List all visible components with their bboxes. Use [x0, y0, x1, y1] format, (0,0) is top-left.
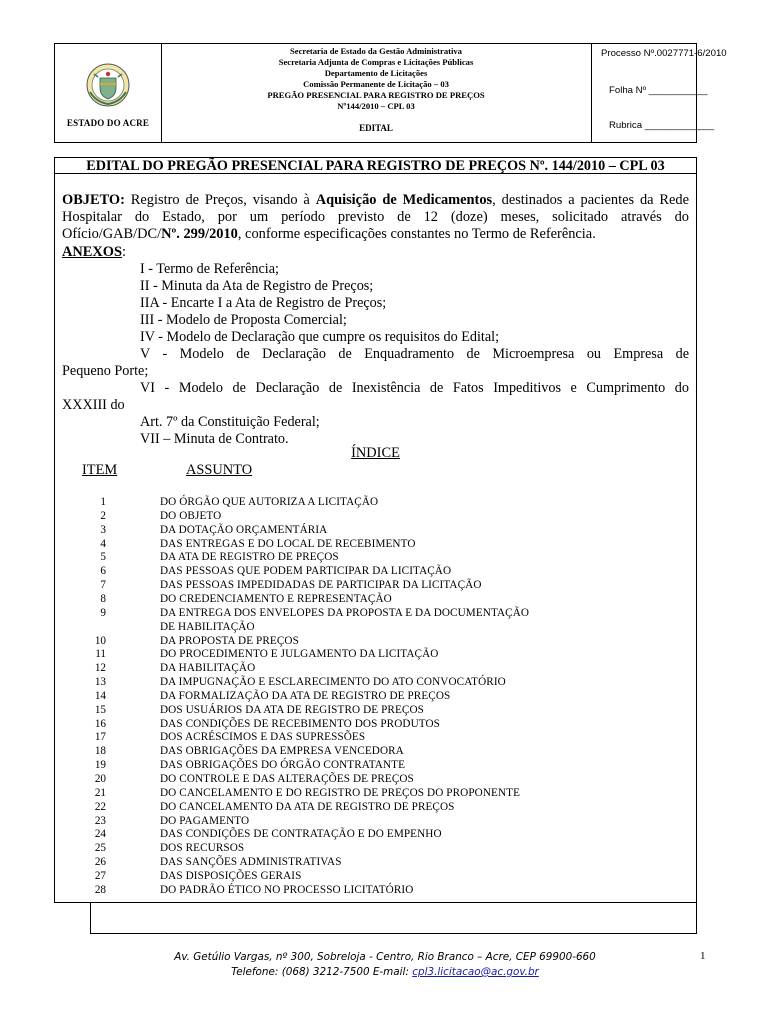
indice-item-subject: DAS DISPOSIÇÕES GERAIS: [160, 869, 302, 882]
indice-item-subject: DA HABILITAÇÃO: [160, 662, 256, 675]
indice-col-assunto: ASSUNTO: [186, 462, 253, 478]
indice-item-number: 18: [94, 745, 106, 758]
indice-item-subject: DAS OBRIGAÇÕES DA EMPRESA VENCEDORA: [160, 745, 404, 758]
indice-item-number: 19: [94, 759, 106, 772]
objeto-paragraph: [62, 192, 689, 244]
header-line: Secretaria Adjunta de Compras e Licitações Públicas: [278, 57, 474, 67]
indice-item-number: 7: [100, 579, 106, 592]
indice-item-subject: DAS PESSOAS IMPEDIDADAS DE PARTICIPAR DA LICITAÇÃO: [160, 579, 482, 592]
indice-item-number: 1: [100, 496, 106, 508]
footer-email-link[interactable]: cpl3.licitacao@ac.gov.br: [412, 966, 539, 978]
footer-contact: [0, 965, 770, 980]
header-logo-cell: [55, 44, 162, 142]
indice-item-number: 17: [94, 731, 106, 744]
anexo-item: III - Modelo de Proposta Comercial;: [140, 312, 347, 328]
anexos-colon: :: [121, 244, 126, 260]
rubrica-field: Rubrica _____________: [609, 120, 715, 131]
header-line: Secretaria de Estado da Gestão Administrativa: [290, 46, 462, 56]
indice-item-number: 26: [94, 856, 106, 869]
indice-item-number: 12: [94, 662, 106, 675]
indice-item-subject: DO OBJETO: [160, 509, 222, 522]
anexos-heading: [62, 244, 126, 261]
anexo-item: IIA - Encarte I a Ata de Registro de Preços;: [140, 295, 387, 311]
header-edital-label: EDITAL: [359, 123, 393, 133]
indice-item-subject: DOS ACRÉSCIMOS E DAS SUPRESSÕES: [160, 731, 366, 744]
indice-item-subject: DA ENTREGA DOS ENVELOPES DA PROPOSTA E DA DOCUMENTAÇÃO: [160, 606, 530, 619]
indice-item-number: 27: [94, 869, 106, 882]
document-header: [54, 43, 727, 143]
indice-item-number: 21: [94, 786, 106, 799]
indice-item-number: 8: [100, 592, 106, 605]
indice-item-number: 22: [94, 800, 106, 813]
indice-item-number: 9: [100, 606, 106, 619]
header-line: Departamento de Licitações: [324, 68, 428, 78]
anexo-item: VI - Modelo de Declaração de Inexistência de Fatos Impeditivos e Cumprimento do: [140, 380, 689, 396]
header-agency-block: [161, 44, 592, 142]
anexos-label: ANEXOS: [62, 244, 122, 260]
indice-item-subject: DOS USUÁRIOS DA ATA DE REGISTRO DE PREÇOS: [160, 703, 424, 716]
anexo-item: II - Minuta da Ata de Registro de Preços;: [140, 278, 374, 294]
footer-address: Av. Getúlio Vargas, nº 300, Sobreloja - Centro, Rio Branco – Acre, CEP 69900-660: [174, 951, 596, 963]
indice-item-subject: DE HABILITAÇÃO: [160, 620, 255, 633]
anexo-item: V - Modelo de Declaração de Enquadramento de Microempresa ou Empresa de: [140, 346, 689, 362]
indice-item-number: 6: [100, 565, 106, 578]
indice-item-subject: DA IMPUGNAÇÃO E ESCLARECIMENTO DO ATO CONVOCATÓRIO: [160, 676, 506, 689]
anexo-item-continuation: Pequeno Porte;: [62, 363, 149, 379]
objeto-bold-medicamentos: Aquisição de Medicamentos: [315, 192, 493, 208]
indice-item-number: 3: [100, 523, 106, 536]
indice-item-number: 13: [94, 676, 106, 689]
indice-item-subject: DAS SANÇÕES ADMINISTRATIVAS: [160, 856, 342, 869]
state-coat-of-arms-icon: [85, 62, 131, 108]
indice-item-number: 5: [100, 551, 106, 564]
indice-col-item: ITEM: [82, 462, 118, 478]
anexo-item: VII – Minuta de Contrato.: [140, 431, 289, 447]
indice-item-subject: DO PAGAMENTO: [160, 814, 250, 827]
anexo-item: IV - Modelo de Declaração que cumpre os requisitos do Edital;: [140, 329, 500, 345]
document-title: EDITAL DO PREGÃO PRESENCIAL PARA REGISTRO DE PREÇOS Nº. 144/2010 – CPL 03: [86, 158, 665, 174]
indice-item-number: 23: [94, 814, 106, 827]
folha-field: Folha Nº ___________: [609, 85, 708, 96]
indice-item-subject: DA PROPOSTA DE PREÇOS: [160, 634, 299, 647]
indice-item-subject: DAS OBRIGAÇÕES DO ÓRGÃO CONTRATANTE: [160, 759, 406, 772]
anexo-item: I - Termo de Referência;: [140, 261, 279, 277]
indice-item-subject: DO PROCEDIMENTO E JULGAMENTO DA LICITAÇÃO: [160, 648, 439, 661]
indice-item-number: 4: [100, 537, 106, 550]
indice-item-subject: DO CONTROLE E DAS ALTERAÇÕES DE PREÇOS: [160, 773, 414, 785]
indice-item-number: 16: [94, 717, 106, 730]
process-number: Processo Nº.0027771-6/2010: [601, 48, 727, 59]
indice-item-subject: DO PADRÃO ÉTICO NO PROCESSO LICITATÓRIO: [160, 883, 414, 896]
footer-phone: Telefone: (068) 3212-7500 E-mail:: [231, 966, 413, 978]
objeto-bold-oficio: Nº. 299/2010: [161, 226, 238, 243]
page-footer: [0, 950, 770, 980]
objeto-label: OBJETO:: [62, 192, 125, 208]
indice-item-subject: DO ÓRGÃO QUE AUTORIZA A LICITAÇÃO: [160, 496, 379, 508]
indice-item-subject: DAS ENTREGAS E DO LOCAL DE RECEBIMENTO: [160, 537, 416, 550]
indice-item-subject: DA FORMALIZAÇÃO DA ATA DE REGISTRO DE PREÇOS: [160, 689, 451, 702]
indice-item-subject: DAS CONDIÇÕES DE RECEBIMENTO DOS PRODUTOS: [160, 717, 440, 730]
header-line: Nº144/2010 – CPL 03: [337, 101, 415, 111]
indice-item-number: 15: [94, 703, 106, 716]
indice-item-subject: DO CREDENCIAMENTO E REPRESENTAÇÃO: [160, 592, 392, 605]
indice-item-number: 11: [95, 648, 106, 661]
header-line: Comissão Permanente de Licitação – 03: [303, 79, 449, 89]
indice-item-number: 24: [94, 828, 106, 841]
bottom-box: [90, 903, 697, 934]
indice-item-subject: DO CANCELAMENTO DA ATA DE REGISTRO DE PREÇOS: [160, 800, 455, 813]
indice-item-number: 10: [94, 634, 106, 647]
indice-item-number: 14: [94, 689, 106, 702]
indice-item-subject: DAS CONDIÇÕES DE CONTRATAÇÃO E DO EMPENHO: [160, 828, 442, 841]
objeto-text: , conforme especificações constantes no Termo de Referência.: [237, 226, 596, 243]
header-process-block: [592, 44, 727, 142]
indice-item-number: 25: [94, 842, 106, 855]
indice-title: ÍNDICE: [351, 445, 400, 461]
indice-item-number: 28: [94, 883, 106, 896]
indice-item-subject: DA DOTAÇÃO ORÇAMENTÁRIA: [160, 523, 328, 536]
indice-item-number: 2: [100, 509, 106, 522]
indice-item-subject: DAS PESSOAS QUE PODEM PARTICIPAR DA LICITAÇÃO: [160, 565, 452, 578]
header-estado: ESTADO DO ACRE: [66, 118, 150, 128]
header-line: PREGÃO PRESENCIAL PARA REGISTRO DE PREÇOS: [267, 90, 485, 100]
page-number: 1: [700, 950, 706, 962]
indice-item-subject: DOS RECURSOS: [160, 842, 245, 855]
indice-item-number: 20: [94, 773, 106, 785]
anexo-item-continuation: XXXIII do: [62, 397, 125, 413]
anexo-item: Art. 7º da Constituição Federal;: [140, 414, 320, 430]
objeto-text: Registro de Preços, visando à: [124, 192, 316, 208]
indice-item-subject: DA ATA DE REGISTRO DE PREÇOS: [160, 551, 339, 564]
objeto-text: , destinados a pacientes da Rede Hospitalar do Estado, por um período previsto de 12 (doze) meses, solicitado através do Ofício/GAB/DC/: [62, 192, 689, 243]
indice-item-subject: DO CANCELAMENTO E DO REGISTRO DE PREÇOS DO PROPONENTE: [160, 786, 520, 799]
